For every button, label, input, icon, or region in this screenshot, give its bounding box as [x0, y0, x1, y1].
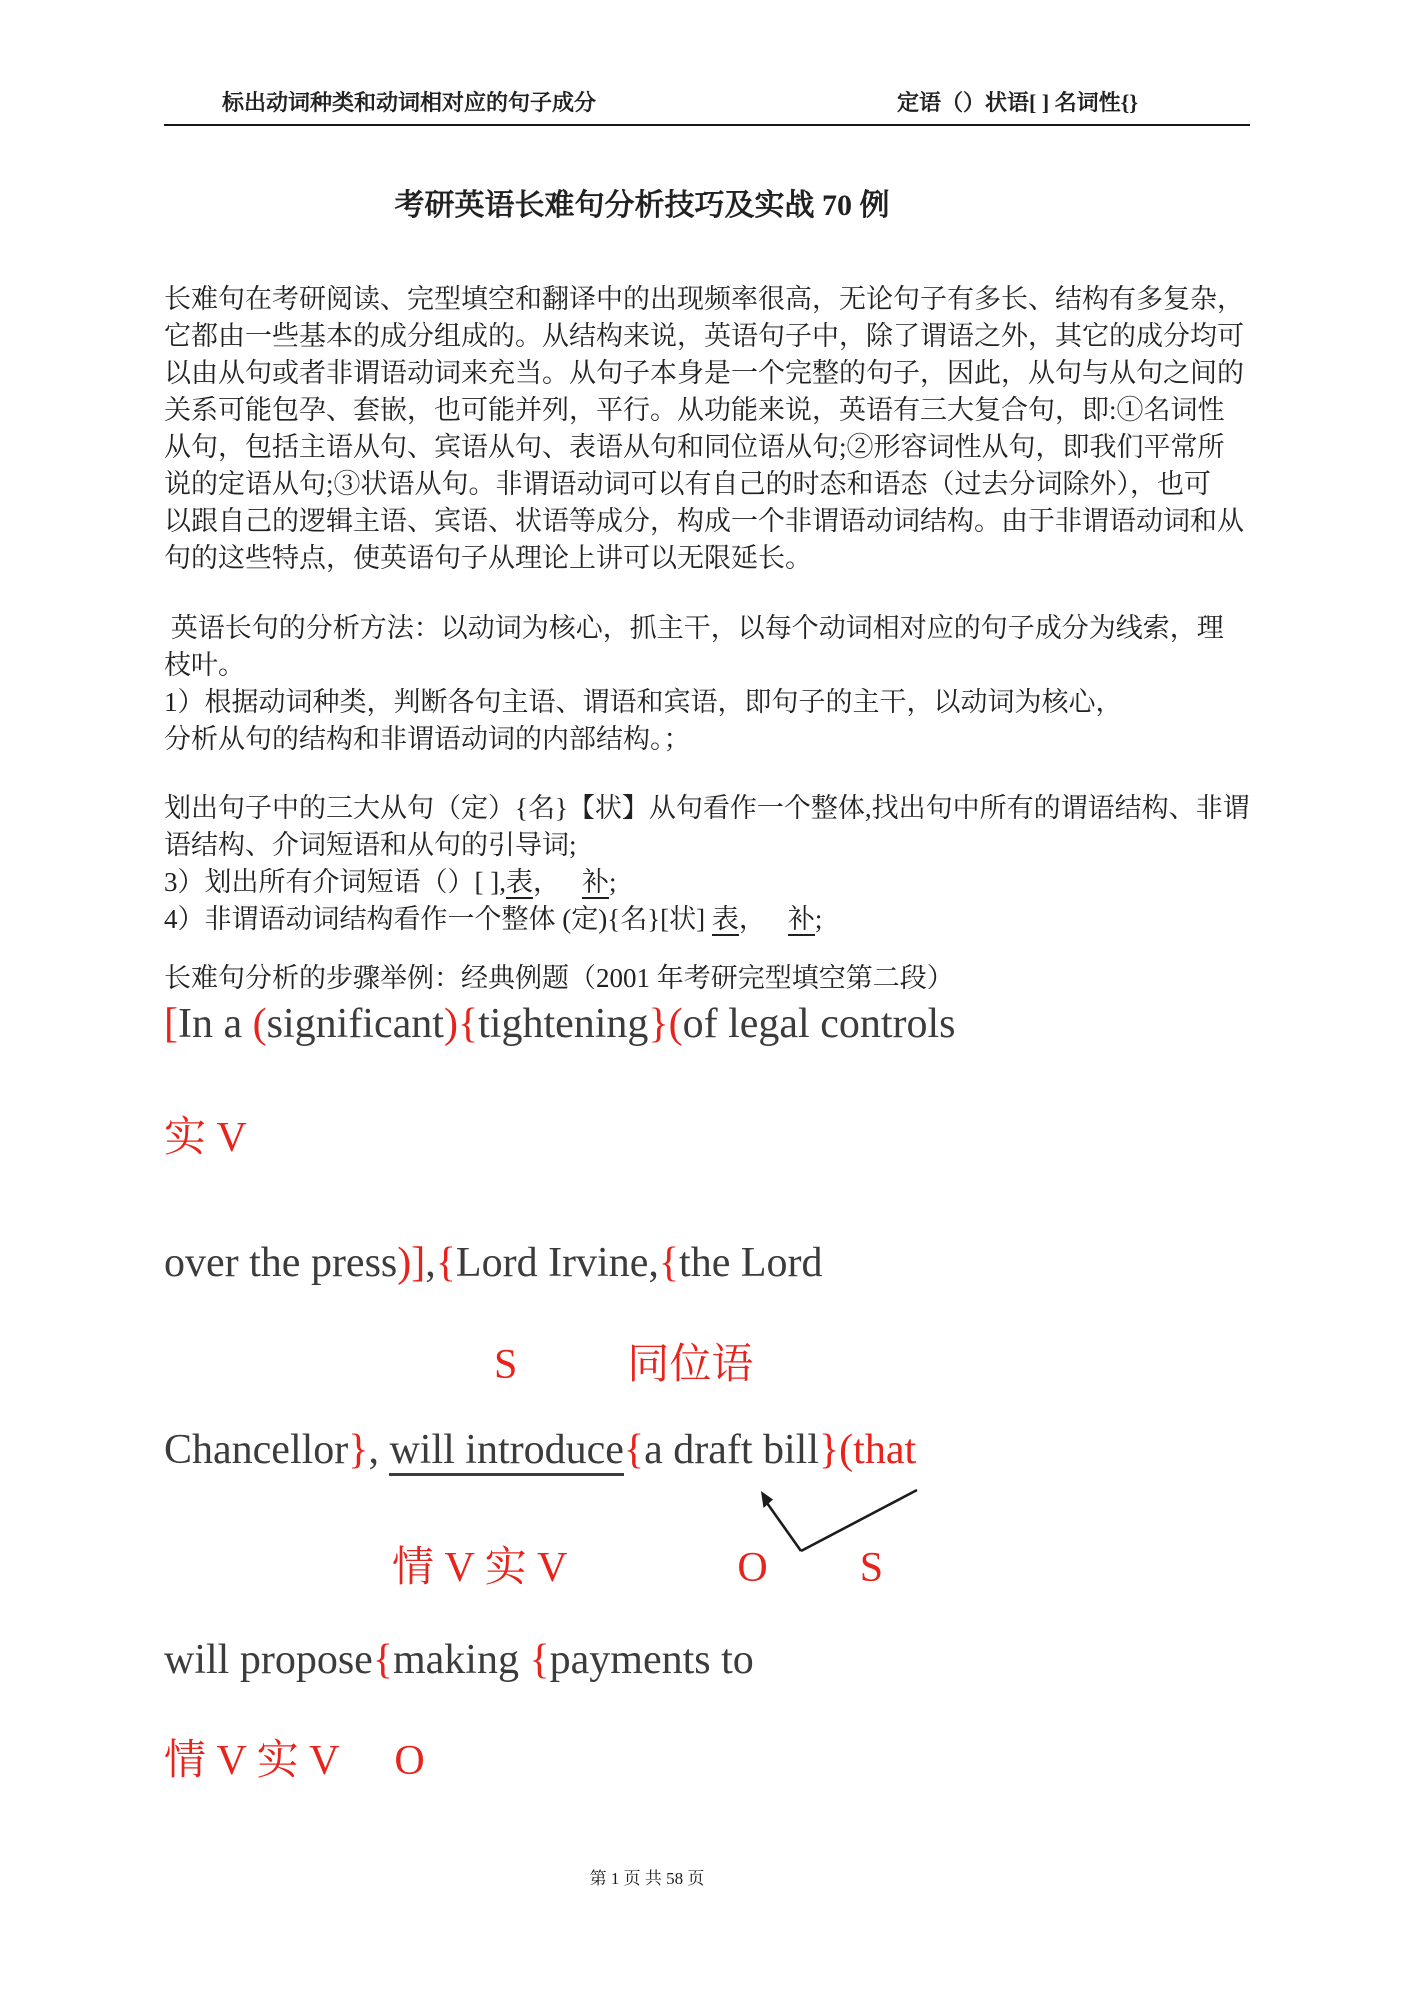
header-right-text: 定语（）状语[ ] 名词性{}	[897, 90, 1138, 115]
example-line-3: Chancellor}, will introduce{a draft bill}(that	[164, 1423, 1250, 1478]
text-line: 划出句子中的三大从句（定）{名}【状】从句看作一个整体,找出句中所有的谓语结构、非谓	[164, 793, 1250, 823]
text-line: 从句，包括主语从句、宾语从句、表语从句和同位语从句;②形容词性从句，即我们平常所	[164, 432, 1225, 462]
header-left-text: 标出动词种类和动词相对应的句子成分	[222, 90, 597, 115]
text-line: 它都由一些基本的成分组成的。从结构来说，英语句子中，除了谓语之外，其它的成分均可	[164, 321, 1244, 351]
text-line: 枝叶。	[164, 650, 245, 680]
example-line-2: over the press)],{Lord Irvine,{the Lord	[164, 1240, 823, 1286]
example-annotation-4: 情 V 实 V O	[164, 1738, 425, 1784]
example-line-1: [In a (significant){tightening}(of legal controls	[164, 1001, 956, 1047]
example-intro: 长难句分析的步骤举例：经典例题（2001 年考研完型填空第二段）	[164, 963, 954, 993]
example-annotation-3: 情 V 实 V O S	[392, 1545, 884, 1591]
text-line: 以跟自己的逻辑主语、宾语、状语等成分，构成一个非谓语动词结构。由于非谓语动词和从	[164, 506, 1244, 536]
text-line: 分析从句的结构和非谓语动词的内部结构。；	[164, 724, 691, 754]
text-line: 4）非谓语动词结构看作一个整体 (定){名}[状] 表， 补;	[164, 904, 823, 934]
page-header	[164, 0, 1250, 126]
text-line: 以由从句或者非谓语动词来充当。从句子本身是一个完整的句子，因此，从句与从句之间的	[164, 358, 1244, 388]
paragraph-3	[164, 790, 1250, 938]
text-line: 3）划出所有介词短语（）[ ],表， 补;	[164, 867, 617, 897]
text-line: 句的这些特点，使英语句子从理论上讲可以无限延长。	[164, 543, 812, 573]
text-line: 长难句在考研阅读、完型填空和翻译中的出现频率很高，无论句子有多长、结构有多复杂，	[164, 284, 1244, 314]
text-line: 关系可能包孕、套嵌，也可能并列，平行。从功能来说，英语有三大复合句，即:①名词性	[164, 395, 1225, 425]
page-footer: 第 1 页 共 58 页	[589, 1869, 705, 1888]
text-line: 英语长句的分析方法：以动词为核心，抓主干，以每个动词相对应的句子成分为线索，理	[164, 613, 1224, 643]
text-line: 1）根据动词种类，判断各句主语、谓语和宾语，即句子的主干，以动词为核心，	[164, 687, 1123, 717]
annotation-arrow	[737, 1477, 922, 1555]
text-line: 语结构、介词短语和从句的引导词;	[164, 830, 577, 860]
paragraph-2	[164, 610, 1250, 758]
example-annotation-2: S 同位语	[494, 1342, 754, 1388]
document-title: 考研英语长难句分析技巧及实战 70 例	[394, 189, 890, 222]
example-line-4: will propose{making {payments to	[164, 1637, 754, 1683]
paragraph-1	[164, 281, 1250, 577]
example-annotation-1: 实 V	[164, 1115, 247, 1161]
text-line: 说的定语从句;③状语从句。非谓语动词可以有自己的时态和语态（过去分词除外），也可	[164, 469, 1211, 499]
